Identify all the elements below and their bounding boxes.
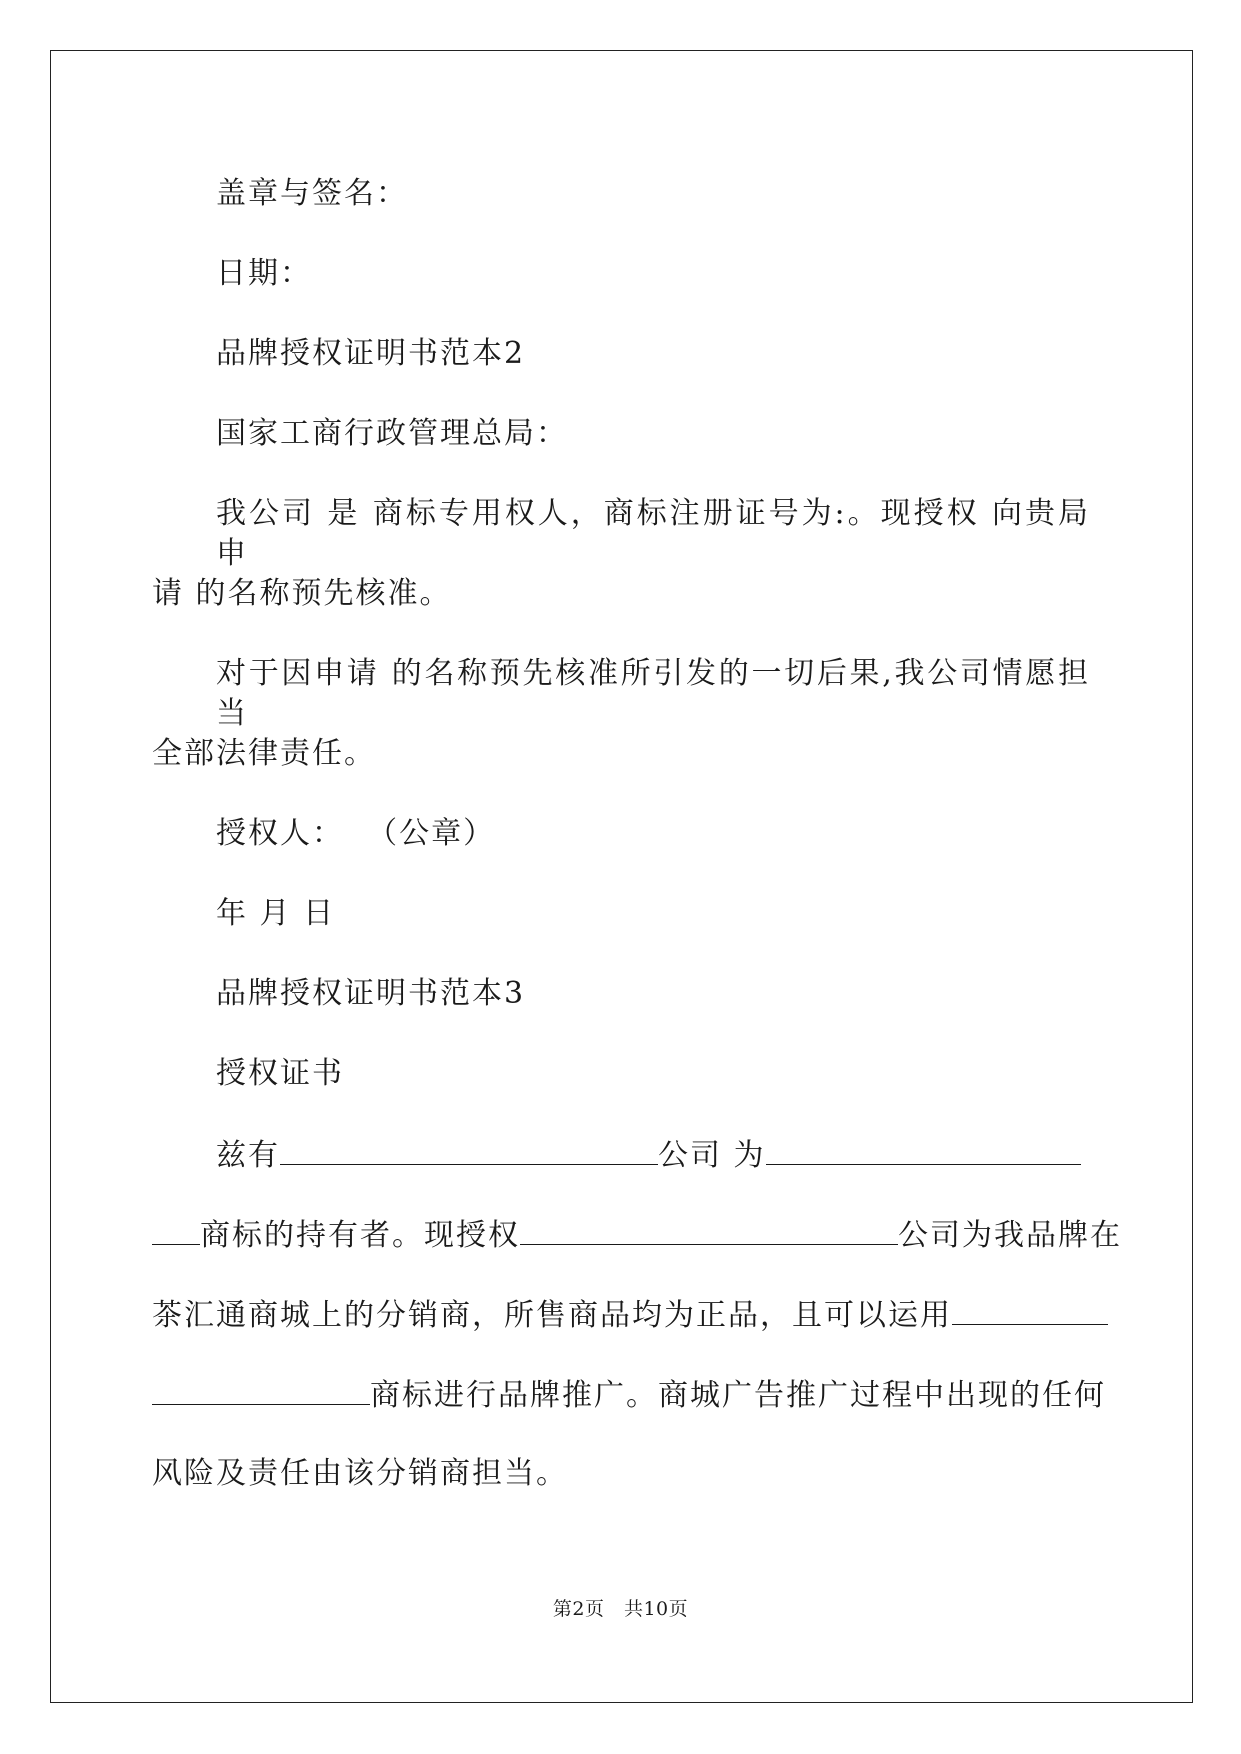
seal-signature-line: 盖章与签名： — [216, 176, 408, 211]
paragraph-line: 我公司 是 商标专用权人，商标注册证号为:。现授权 向贵局申 — [216, 496, 1090, 571]
authorizer-line: 授权人： （公章） — [216, 816, 496, 851]
fill-in-blank — [520, 1214, 898, 1245]
date-line: 日期： — [216, 256, 312, 291]
addressee-line: 国家工商行政管理总局： — [216, 416, 568, 451]
section-heading-3: 品牌授权证明书范本3 — [216, 976, 526, 1011]
date-ymd-line: 年 月 日 — [216, 896, 336, 931]
paragraph-line: 请 的名称预先核准。 — [152, 576, 452, 611]
page-number-footer: 第2页 共10页 — [552, 1598, 689, 1620]
certificate-line — [216, 1134, 1081, 1176]
certificate-text: 兹有 — [216, 1138, 280, 1173]
fill-in-blank — [952, 1294, 1108, 1325]
certificate-line: 风险及责任由该分销商担当。 — [152, 1456, 568, 1491]
paragraph-line: 全部法律责任。 — [152, 736, 376, 771]
certificate-text: 公司 为 — [658, 1138, 766, 1173]
certificate-line — [152, 1214, 1122, 1256]
fill-in-blank — [152, 1214, 200, 1245]
fill-in-blank — [280, 1134, 658, 1165]
certificate-line — [152, 1294, 1108, 1336]
fill-in-blank — [766, 1134, 1081, 1165]
certificate-text: 公司为我品牌在 — [898, 1218, 1122, 1253]
certificate-line — [152, 1374, 1106, 1416]
certificate-text: 商标进行品牌推广。商城广告推广过程中出现的任何 — [370, 1378, 1106, 1413]
certificate-text: 商标的持有者。现授权 — [200, 1218, 520, 1253]
section-heading-2: 品牌授权证明书范本2 — [216, 336, 526, 371]
paragraph-line: 对于因申请 的名称预先核准所引发的一切后果,我公司情愿担当 — [216, 656, 1090, 731]
certificate-text: 茶汇通商城上的分销商，所售商品均为正品，且可以运用 — [152, 1298, 952, 1333]
fill-in-blank — [152, 1374, 370, 1405]
certificate-title: 授权证书 — [216, 1056, 344, 1091]
